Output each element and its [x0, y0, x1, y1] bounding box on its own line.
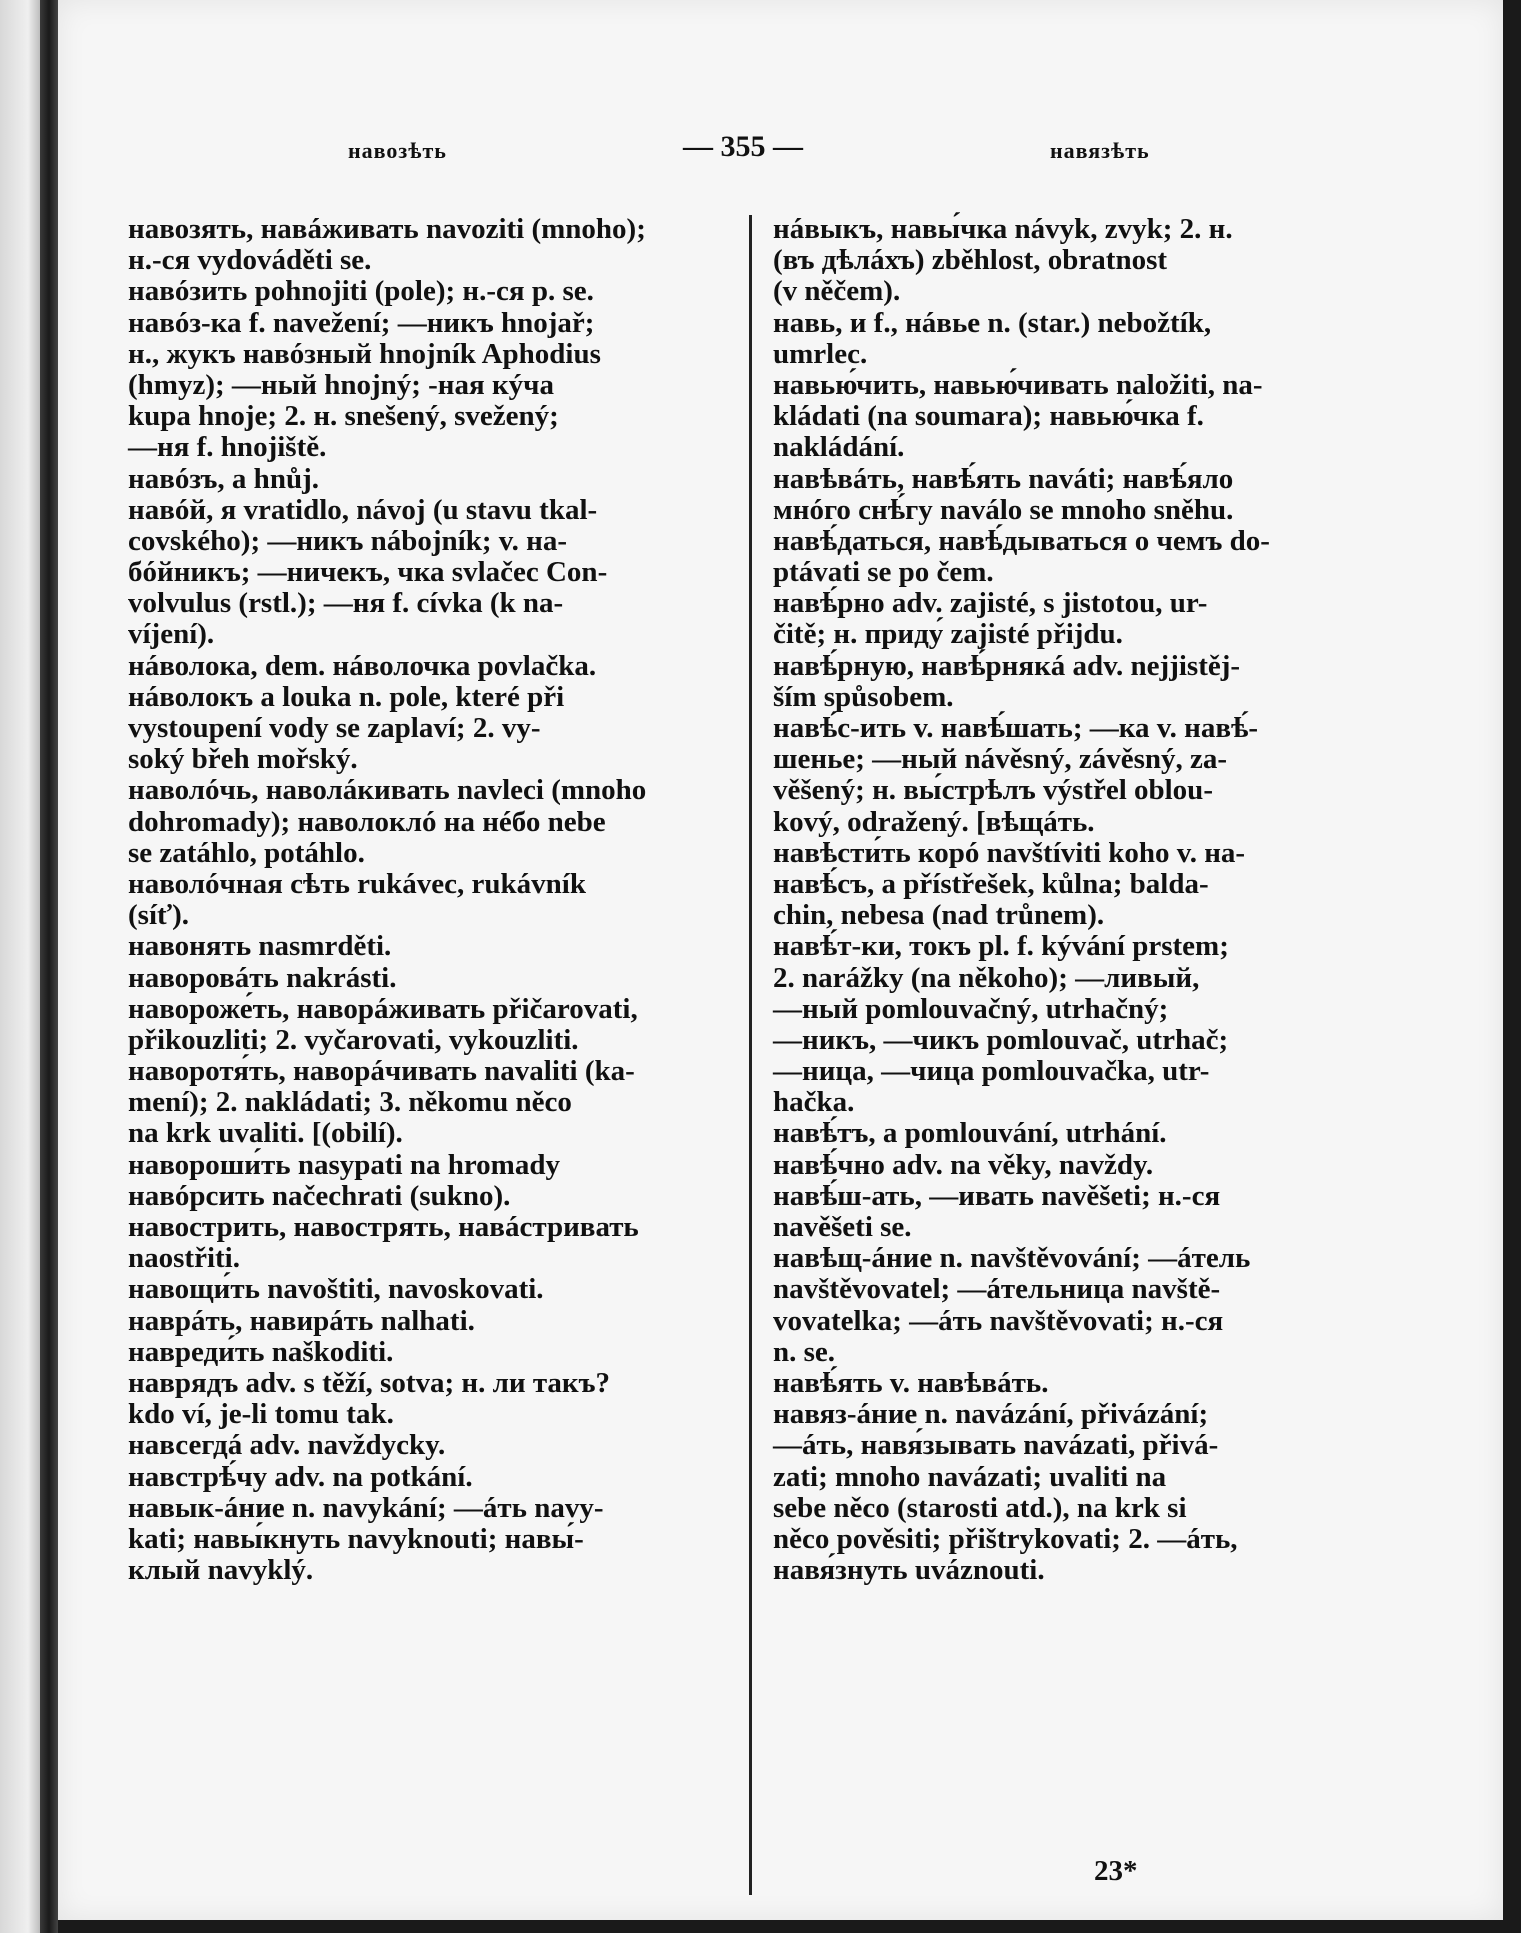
entry-line: —ница, —чица pomlouvačka, utr-: [773, 1055, 1210, 1088]
entry-line: vystoupení vody se zaplaví; 2. vy-: [128, 712, 541, 744]
entry-line: наврядъ adv. s těží, sotva; н. ли такъ?: [128, 1366, 611, 1399]
entry-line: навѣ́т-ки, токъ pl. f. kývání prstem;: [773, 930, 1229, 963]
dictionary-page: [58, 0, 1503, 1920]
entry-line: навѣ́рную, навѣ́рнякá adv. nejjistěj-: [773, 649, 1241, 682]
entry-line: навѣ́даться, навѣ́дываться о чемъ do-: [773, 524, 1270, 557]
entry-line: soký břeh mořský.: [128, 743, 358, 776]
entry-line: навонять nasmrděti.: [128, 930, 392, 963]
header-right-guideword: навязѣть: [1050, 138, 1150, 163]
right-column: [773, 214, 1423, 1586]
entry-line: навѣ́чно adv. na věky, navždy.: [773, 1148, 1154, 1181]
entry-line: навóзъ, a hnůj.: [128, 462, 319, 495]
entry-line: covského); —никъ nábojník; v. на-: [128, 524, 568, 557]
entry-line: ptávati se po čem.: [773, 556, 994, 589]
entry-line: навсегдá adv. navždycky.: [128, 1429, 446, 1462]
entry-line: (v něčem).: [773, 275, 901, 308]
entry-line: бóйникъ; —ничекъ, чка svlačec Con-: [128, 556, 608, 589]
entry-line: navštěvovatel; —áтельница navště-: [773, 1273, 1221, 1306]
signature-mark: 23*: [1094, 1855, 1138, 1887]
entry-line: zati; mnoho navázati; uvaliti na: [773, 1460, 1167, 1493]
entry-line: навѣ́тъ, a pomlouvání, utrhání.: [773, 1117, 1167, 1150]
entry-line: навороже́ть, наворáживать přičarovati,: [128, 992, 638, 1025]
entry-line: volvulus (rstl.); —ня f. cívka (k na-: [128, 587, 564, 620]
entry-line: navěšeti se.: [773, 1211, 912, 1243]
entry-line: навóз-ка f. navežení; —никъ hnojař;: [128, 306, 595, 339]
entry-line: n. se.: [773, 1335, 836, 1368]
entry-line: kládati (na soumara); навью́чка f.: [773, 400, 1204, 433]
entry-line: —ный pomlouvačný, utrhačný;: [773, 992, 1169, 1025]
entry-line: sebe něco (starosti atd.), na krk si: [773, 1491, 1187, 1524]
entry-line: навстрѣ́чу adv. na potkání.: [128, 1460, 473, 1493]
entry-line: na krk uvaliti. [(obilí).: [128, 1117, 403, 1150]
book-gutter: [40, 0, 58, 1933]
entry-line: chin, nebesa (nad trůnem).: [773, 899, 1105, 932]
entry-line: навóрсить načechrati (sukno).: [128, 1179, 511, 1212]
entry-line: навóй, я vratidlo, návoj (u stavu tkal-: [128, 493, 598, 526]
entry-line: н., жукъ навóзный hnojník Aphodius: [128, 337, 601, 370]
entry-line: čitě; н. приду́ zajisté přijdu.: [773, 618, 1123, 651]
entry-line: мнóго снѣ́гу naválo se mnoho sněhu.: [773, 493, 1234, 526]
entry-line: навороши́ть nasypati na hromady: [128, 1148, 560, 1181]
entry-line: навѣщ-áние n. navštěvování; —áтель: [773, 1242, 1251, 1275]
entry-line: ším spůsobem.: [773, 680, 954, 713]
entry-line: 2. narážky (na někoho); —ливый,: [773, 961, 1200, 994]
entry-line: навреди́ть naškoditi.: [128, 1335, 394, 1368]
entry-line: навощи́ть navoštiti, navoskovati.: [128, 1273, 544, 1306]
entry-line: (въ дѣлáхъ) zběhlost, obratnost: [773, 244, 1168, 277]
entry-line: vovatelka; —áть navštěvovati; н.-ся: [773, 1304, 1224, 1337]
entry-line: kový, odražený. [вѣщáть.: [773, 805, 1095, 838]
entry-line: нáвыкъ, навы́чка návyk, zvyk; 2. н.: [773, 213, 1233, 245]
running-header: [58, 130, 1503, 170]
entry-line: hačka.: [773, 1086, 855, 1119]
entry-line: kati; навы́кнуть navyknouti; навы́-: [128, 1522, 584, 1555]
entry-line: víjení).: [128, 618, 215, 651]
page-number: — 355 —: [683, 130, 803, 163]
entry-line: навóзить pohnojiti (pole); н.-ся p. se.: [128, 275, 594, 308]
entry-line: н.-ся vydováděti se.: [128, 244, 372, 277]
entry-line: навѣ́съ, a přístřešek, kůlna; balda-: [773, 867, 1209, 900]
entry-line: навя́знуть uváznouti.: [773, 1554, 1045, 1587]
entry-line: nakládání.: [773, 431, 905, 464]
entry-line: mení); 2. nakládati; 3. někomu něco: [128, 1086, 572, 1119]
column-divider: [749, 215, 752, 1895]
entry-line: něco pověsiti; přištrykovati; 2. —áть,: [773, 1522, 1238, 1555]
entry-line: нáволокъ a louka n. pole, které při: [128, 680, 565, 713]
entry-line: навѣвáть, навѣ́ять naváti; навѣ́яло: [773, 462, 1234, 495]
entry-line: клый navyklý.: [128, 1554, 314, 1587]
entry-line: навострить, навострять, навáстривать: [128, 1211, 639, 1243]
entry-line: навозять, навáживать navoziti (mnoho);: [128, 213, 646, 245]
entry-line: (hmyz); —ный hnojný; -ная кýча: [128, 368, 555, 401]
left-column: [128, 214, 778, 1586]
entry-line: нáволока, dem. нáволочка povlačka.: [128, 649, 597, 682]
entry-line: (síť).: [128, 899, 190, 932]
entry-line: навѣ́ш-ать, —ивать navěšeti; н.-ся: [773, 1179, 1221, 1212]
entry-line: наволóчь, наволáкивать navleci (mnoho: [128, 774, 647, 807]
entry-line: наврáть, навирáть nalhati.: [128, 1304, 475, 1337]
adjacent-page-edge: [0, 0, 40, 1933]
entry-line: umrlec.: [773, 337, 868, 370]
entry-line: навь, и f., нáвье n. (star.) nebožtík,: [773, 306, 1212, 339]
entry-line: навык-áние n. navykání; —áть navy-: [128, 1491, 604, 1524]
entry-line: навѣ́ять v. навѣвáть.: [773, 1366, 1049, 1399]
entry-line: —никъ, —чикъ pomlouvač, utrhač;: [773, 1023, 1229, 1056]
entry-line: kupa hnoje; 2. н. snešený, svežený;: [128, 400, 559, 433]
entry-line: наворотя́ть, наворáчивать navaliti (ka-: [128, 1055, 635, 1088]
entry-line: naostřiti.: [128, 1242, 240, 1275]
entry-line: věšený; н. вы́стрѣлъ výstřel oblou-: [773, 774, 1213, 807]
entry-line: наворовáть nakrásti.: [128, 961, 397, 994]
entry-line: se zatáhlo, potáhlo.: [128, 836, 365, 869]
header-left-guideword: навозѣть: [348, 138, 447, 163]
entry-line: навѣсти́ть корó navštíviti koho v. на-: [773, 836, 1246, 869]
entry-line: навѣ́рно adv. zajisté, s jistotou, ur-: [773, 587, 1208, 620]
entry-line: наволóчная сѣть rukávec, rukávník: [128, 867, 586, 900]
entry-line: навью́чить, навью́чивать naložiti, na-: [773, 368, 1263, 401]
entry-line: kdo ví, je-li tomu tak.: [128, 1398, 394, 1431]
entry-line: шенье; —ный návěsný, závěsný, za-: [773, 743, 1228, 776]
entry-line: dohromady); наволоклó на нéбо nebe: [128, 805, 606, 838]
entry-line: přikouzliti; 2. vyčarovati, vykouzliti.: [128, 1023, 579, 1056]
entry-line: —áть, навя́зывать navázati, přivá-: [773, 1429, 1219, 1462]
entry-line: —ня f. hnojiště.: [128, 431, 327, 464]
entry-line: навѣ́с-ить v. навѣ́шать; —ка v. навѣ́-: [773, 712, 1259, 744]
entry-line: навяз-áние n. navázání, přivázání;: [773, 1398, 1209, 1431]
